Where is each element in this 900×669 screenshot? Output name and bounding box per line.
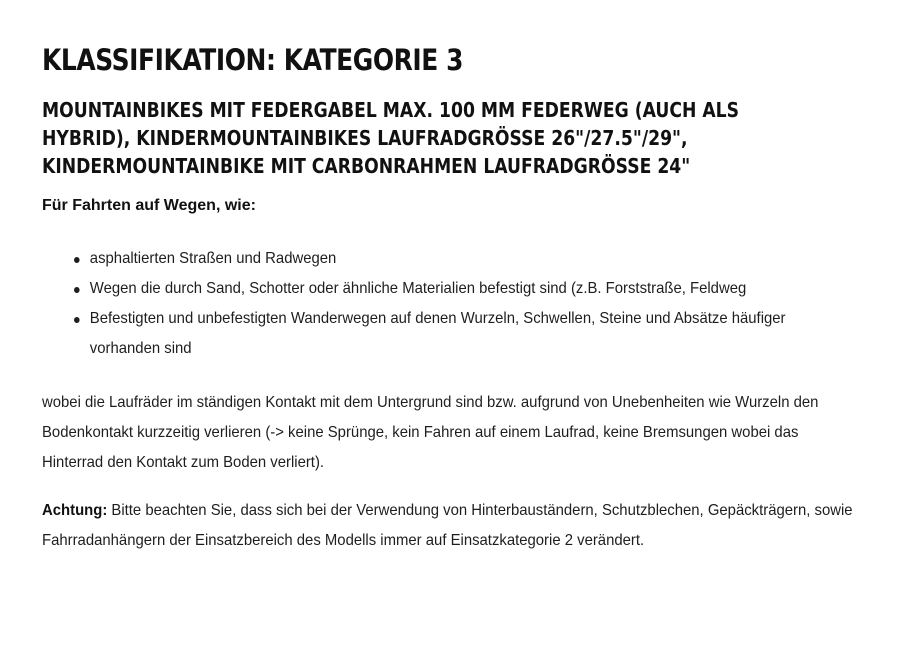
- usage-intro: Für Fahrten auf Wegen, wie:: [42, 197, 256, 214]
- warning-note: [42, 496, 860, 556]
- list-item: [74, 274, 797, 304]
- list-item-text: asphaltierten Straßen und Radwegen: [89, 250, 337, 267]
- warning-label: Achtung:: [42, 502, 108, 519]
- usage-description: wobei die Laufräder im ständigen Kontakt mit dem Untergrund sind bzw. aufgrund von Unebenheiten wie Wurzeln den Bodenkontakt kurzzeitig verlieren (-> keine Sprünge, kein Fahren auf einem Laufrad, keine Bremsungen wobei das Hinterrad den Kontakt zum Boden verliert).: [42, 394, 819, 471]
- bullet-icon: [74, 317, 80, 323]
- category-subtitle: MOUNTAINBIKES MIT FEDERGABEL MAX. 100 MM FEDERWEG (AUCH ALS HYBRID), KINDERMOUNTAINBIKES LAUFRADGRÖSSE 26"/27.5"/29", KINDERMOUNTAINBIKE MIT CARBONRAHMEN LAUFRADGRÖSSE 24": [42, 98, 740, 178]
- list-item-text: Befestigten und unbefestigten Wanderwegen auf denen Wurzeln, Schwellen, Steine und Absätze häufiger vorhanden sind: [89, 310, 786, 357]
- page-title: KLASSIFIKATION: KATEGORIE 3: [42, 43, 463, 77]
- document-content: [42, 38, 862, 556]
- bullet-icon: [74, 287, 80, 293]
- list-item: [74, 244, 797, 274]
- usage-list: [42, 244, 862, 364]
- list-item: [74, 304, 797, 364]
- warning-text: Bitte beachten Sie, dass sich bei der Verwendung von Hinterbauständern, Schutzblechen, Gepäckträgern, sowie Fahrradanhängern der Einsatzbereich des Modells immer auf Einsatzkategorie 2 verändert.: [42, 502, 853, 549]
- list-item-text: Wegen die durch Sand, Schotter oder ähnliche Materialien befestigt sind (z.B. Forststraße, Feldweg: [89, 280, 747, 297]
- bullet-icon: [74, 257, 80, 263]
